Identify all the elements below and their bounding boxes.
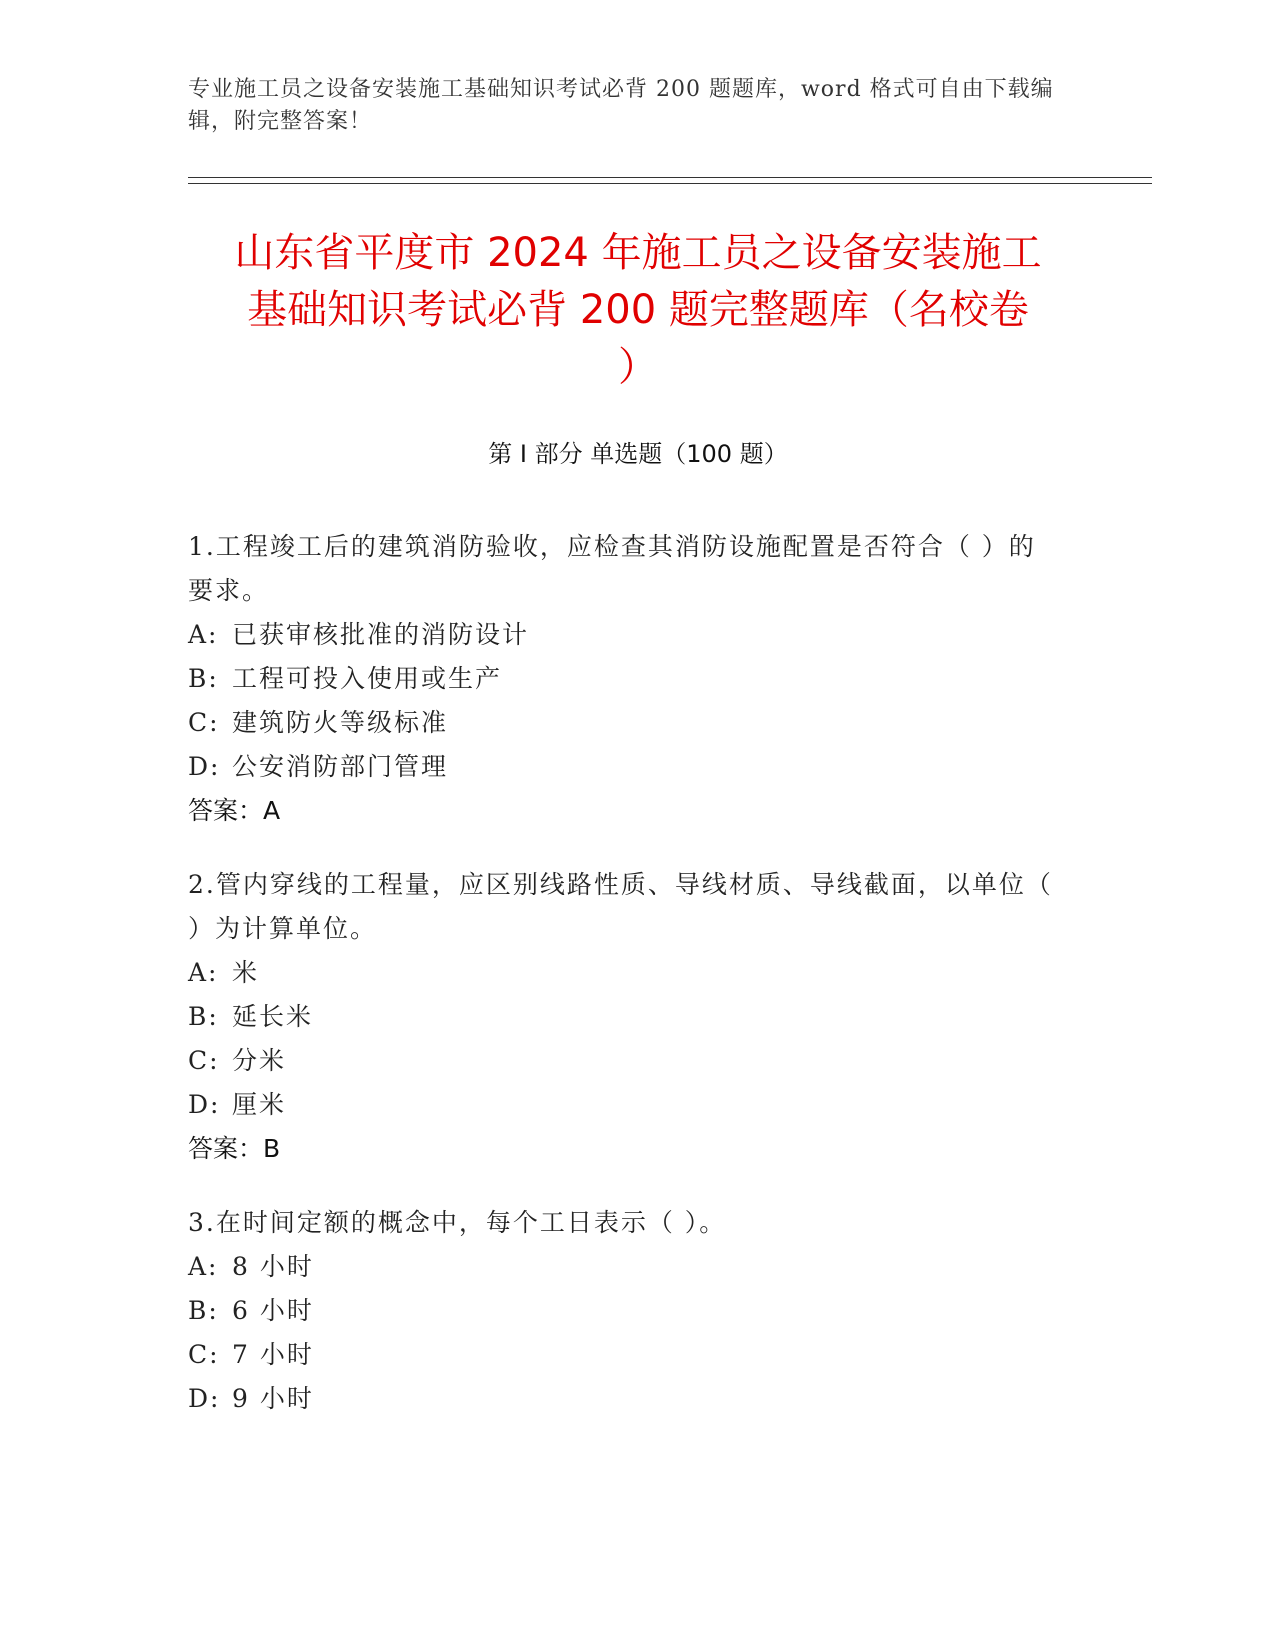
option-d bbox=[188, 1377, 1058, 1421]
option-key: C: bbox=[188, 1046, 220, 1075]
answer-line: 答案：B bbox=[188, 1134, 281, 1163]
option-text: 6 小时 bbox=[232, 1296, 314, 1325]
question-list bbox=[188, 525, 1058, 1451]
answer-line: 答案：A bbox=[188, 796, 281, 825]
option-b bbox=[188, 657, 1058, 701]
header-rule-top bbox=[188, 177, 1152, 178]
option-b bbox=[188, 1289, 1058, 1333]
document-title-line-1: 山东省平度市 2024 年施工员之设备安装施工 bbox=[234, 230, 1042, 276]
question-3 bbox=[188, 1201, 1058, 1421]
document-title-line-2: 基础知识考试必背 200 题完整题库（名校卷 bbox=[247, 287, 1029, 333]
document-title-line-3: ） bbox=[618, 344, 658, 390]
option-key: B: bbox=[188, 1296, 219, 1325]
option-a bbox=[188, 613, 1058, 657]
option-text: 已获审核批准的消防设计 bbox=[232, 620, 530, 649]
question-2 bbox=[188, 863, 1058, 1171]
option-d bbox=[188, 1083, 1058, 1127]
option-text: 分米 bbox=[232, 1046, 287, 1075]
option-key: B: bbox=[188, 1002, 219, 1031]
option-text: 建筑防火等级标准 bbox=[232, 708, 449, 737]
option-a bbox=[188, 951, 1058, 995]
option-b bbox=[188, 995, 1058, 1039]
option-key: D: bbox=[188, 752, 221, 781]
option-d bbox=[188, 745, 1058, 789]
option-c bbox=[188, 1333, 1058, 1377]
option-c bbox=[188, 701, 1058, 745]
option-text: 米 bbox=[232, 958, 260, 987]
option-text: 7 小时 bbox=[232, 1340, 314, 1369]
option-text: 8 小时 bbox=[232, 1252, 314, 1281]
option-key: D: bbox=[188, 1090, 221, 1119]
option-text: 9 小时 bbox=[232, 1384, 314, 1413]
header-note: 专业施工员之设备安装施工基础知识考试必背 200 题题库，word 格式可自由下载编辑，附完整答案！ bbox=[188, 77, 1054, 134]
option-key: D: bbox=[188, 1384, 221, 1413]
header-rule-bottom bbox=[188, 183, 1152, 184]
option-key: A: bbox=[188, 958, 219, 987]
section-heading: 第 I 部分 单选题（100 题） bbox=[488, 440, 788, 468]
option-key: C: bbox=[188, 708, 220, 737]
question-stem: 3.在时间定额的概念中，每个工日表示（ ）。 bbox=[188, 1208, 727, 1237]
document-title bbox=[188, 225, 1088, 396]
question-stem: 1.工程竣工后的建筑消防验收，应检查其消防设施配置是否符合（ ）的要求。 bbox=[188, 532, 1036, 605]
option-text: 公安消防部门管理 bbox=[232, 752, 449, 781]
option-key: A: bbox=[188, 620, 219, 649]
option-text: 厘米 bbox=[232, 1090, 287, 1119]
option-key: A: bbox=[188, 1252, 219, 1281]
option-text: 工程可投入使用或生产 bbox=[232, 664, 503, 693]
option-c bbox=[188, 1039, 1058, 1083]
question-stem: 2.管内穿线的工程量，应区别线路性质、导线材质、导线截面，以单位（ ）为计算单位。 bbox=[188, 870, 1053, 943]
option-key: B: bbox=[188, 664, 219, 693]
option-key: C: bbox=[188, 1340, 220, 1369]
option-text: 延长米 bbox=[232, 1002, 314, 1031]
question-1 bbox=[188, 525, 1058, 833]
option-a bbox=[188, 1245, 1058, 1289]
